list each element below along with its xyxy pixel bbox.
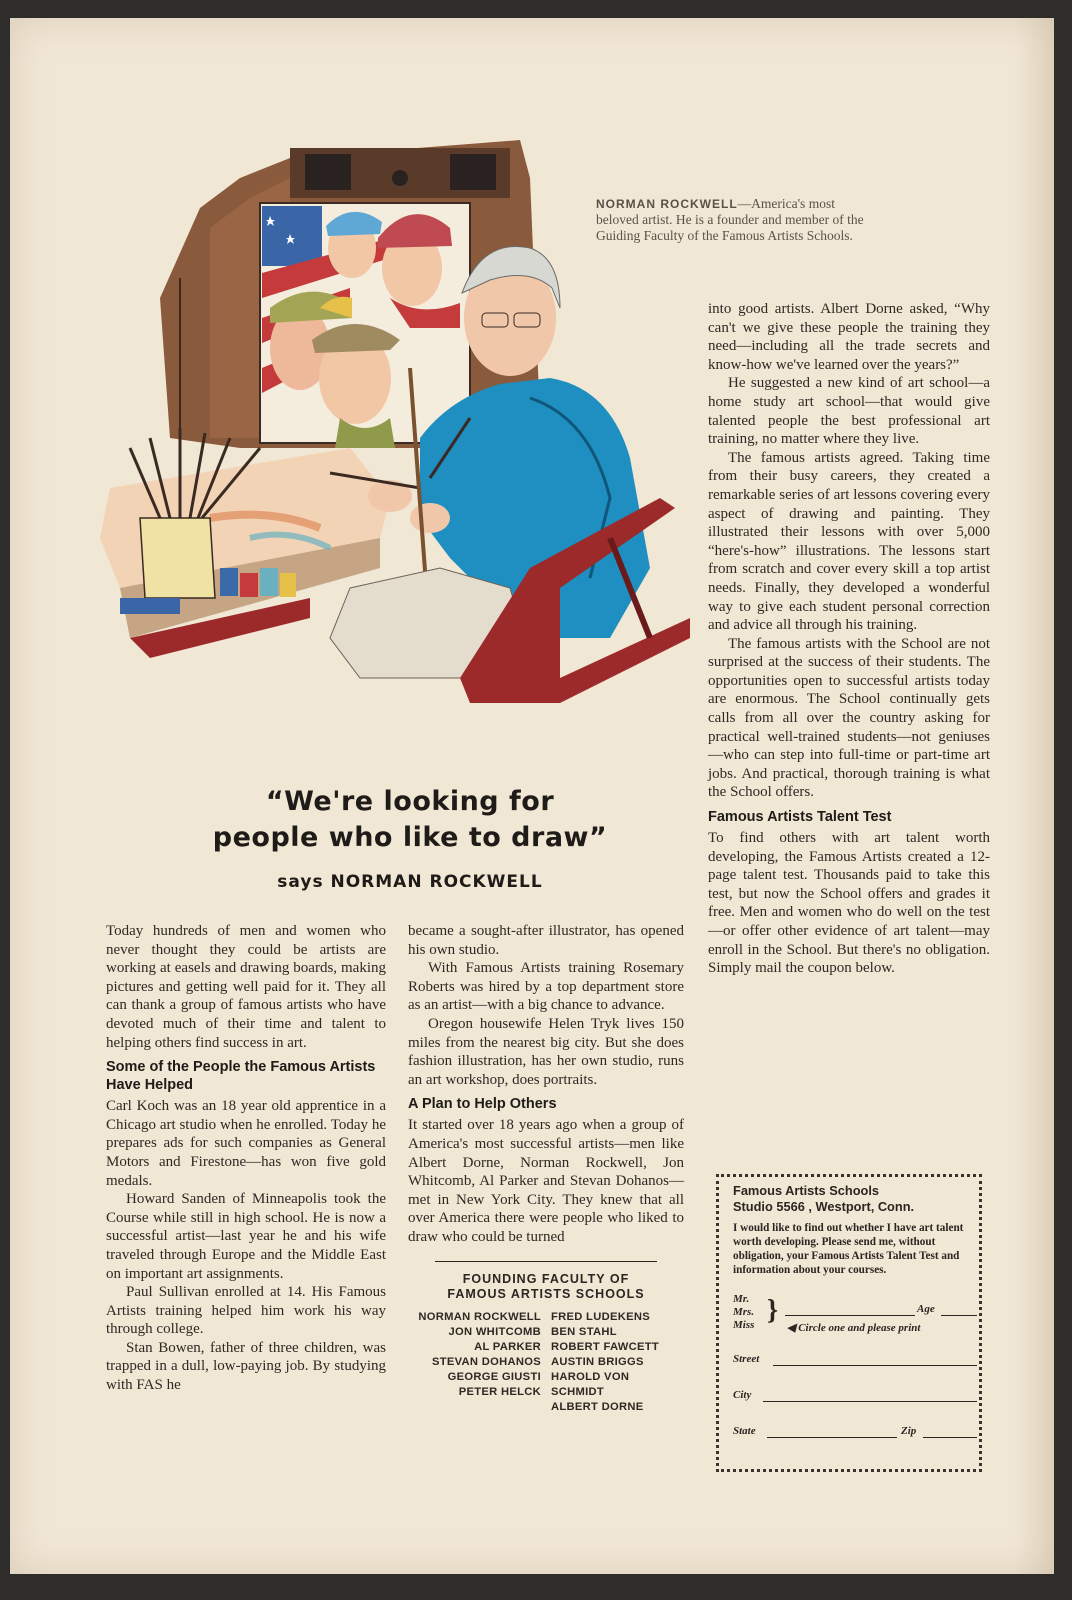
faculty-name: HAROLD VON SCHMIDT — [551, 1370, 630, 1398]
column-middle — [408, 922, 684, 1415]
subhead-people-helped: Some of the People the Famous Artists Have Helped — [106, 1059, 376, 1094]
coupon-body: I would like to find out whether I have art talent worth developing. Please send me, without obligation, your Famous Artists Talent Test and information about your courses. — [733, 1222, 964, 1276]
state-label: State — [733, 1425, 756, 1437]
faculty-name: NORMAN ROCKWELL — [418, 1310, 541, 1323]
column-right — [708, 300, 990, 978]
headline-byline: says NORMAN ROCKWELL — [277, 872, 543, 892]
faculty-name: AL PARKER — [474, 1340, 541, 1353]
paragraph-stan-bowen: Stan Bowen, father of three children, was trapped in a dull, low-paying job. By studying with FAS he — [106, 1339, 386, 1394]
faculty-name: GEORGE GIUSTI — [447, 1370, 541, 1383]
city-field[interactable] — [733, 1389, 979, 1409]
illustration-caption — [596, 196, 876, 244]
subhead-plan: A Plan to Help Others — [408, 1096, 557, 1113]
caption-name: NORMAN ROCKWELL — [596, 197, 738, 211]
name-line[interactable] — [785, 1315, 915, 1316]
faculty-name: BEN STAHL — [551, 1325, 617, 1338]
faculty-right-column — [551, 1310, 684, 1415]
paragraph-dorne: into good artists. Albert Dorne asked, “Why can't we give these people the training they need—including all the trade secrets and know-how we've learned over the years?” — [708, 301, 990, 373]
paragraph-talent-test: To find others with art talent worth developing, the Famous Artists created a 12-page talent test. Thousands paid to take this test, but now the School offers and grades it free. Men and women who do well on the test—or offer other evidence of art talent—may enroll in the School. But there's no obligation. Simply mail the coupon below. — [708, 830, 990, 977]
mail-in-coupon[interactable] — [716, 1174, 982, 1472]
age-label: Age — [917, 1303, 935, 1315]
faculty-name: STEVAN DOHANOS — [431, 1355, 541, 1368]
paragraph-howard-sanden: Howard Sanden of Minneapolis took the Course while still in high school. He is now a successful artist—last year he and his wife traveled through Europe and the Middle East on important art assignments. — [106, 1191, 386, 1282]
state-line[interactable] — [767, 1437, 897, 1438]
street-label: Street — [733, 1353, 760, 1365]
title-miss[interactable]: Miss — [733, 1319, 755, 1331]
magazine-page — [10, 18, 1054, 1574]
faculty-names — [408, 1310, 684, 1415]
faculty-title-line-1: FOUNDING FACULTY OF — [462, 1271, 630, 1286]
paragraph-home-study: He suggested a new kind of art school—a home study art school—that would give talented people the best professional art training, no matter where they live. — [708, 375, 990, 448]
caption-text: —America's most beloved artist. He is a founder and member of the Guiding Faculty of the Famous Artists Schools. — [596, 196, 864, 243]
faculty-name: FRED LUDEKENS — [551, 1310, 650, 1323]
column-left — [106, 922, 386, 1395]
paragraph-carl-koch: Carl Koch was an 18 year old apprentice in a Chicago art studio when he enrolled. Today he prepares ads for such companies as General Motors and Firestone—has won five gold medals. — [106, 1098, 386, 1189]
circle-instruction-text: Circle one and please print — [798, 1322, 921, 1334]
zip-label: Zip — [901, 1425, 917, 1437]
paragraph-helen-tryk: Oregon housewife Helen Tryk lives 150 miles from the nearest big city. But she does fashion illustration, has her own studio, runs an art workshop, does portraits. — [408, 1015, 684, 1088]
subhead-talent-test: Famous Artists Talent Test — [708, 809, 892, 826]
coupon-org-name: Famous Artists Schools — [733, 1183, 880, 1198]
faculty-name: ALBERT DORNE — [551, 1400, 644, 1413]
city-line[interactable] — [763, 1401, 977, 1402]
paragraph-lessons: The famous artists agreed. Taking time from their busy careers, they created a remarkable series of art lessons covering every aspect of drawing and painting. They illustrated their lessons with over 5,000 “here's-how” illustrations. The lessons start from scratch and cover every skill a top artist needs. Finally, they developed a wonderful way to give each student personal correction and advice all through his training. — [708, 449, 990, 634]
city-label: City — [733, 1389, 752, 1401]
street-line[interactable] — [773, 1365, 977, 1366]
headline-line-2: people who like to draw” — [212, 822, 608, 853]
paragraph-illustrator: became a sought-after illustrator, has opened his own studio. — [408, 923, 684, 958]
arrow-left-icon: ◀ — [787, 1322, 799, 1334]
name-field[interactable] — [733, 1293, 979, 1337]
faculty-name: PETER HELCK — [458, 1385, 541, 1398]
circle-instruction — [787, 1321, 920, 1334]
faculty-name: JON WHITCOMB — [448, 1325, 541, 1338]
faculty-title — [408, 1272, 684, 1302]
headline — [120, 784, 700, 892]
headline-line-1: “We're looking for — [265, 786, 555, 817]
divider — [435, 1261, 657, 1262]
faculty-name: ROBERT FAWCETT — [551, 1340, 659, 1353]
intro-paragraph: Today hundreds of men and women who never thought they could be artists are working at easels and drawing boards, making pictures and getting well paid for it. They all can thank a group of famous artists who have devoted much of their time and talent to helping others find success in art. — [106, 923, 386, 1051]
title-mrs[interactable]: Mrs. — [733, 1306, 755, 1318]
brace: } — [767, 1295, 779, 1326]
paragraph-rosemary-roberts: With Famous Artists training Rosemary Roberts was hired by a top department store as an artist—with a big chance to advance. — [408, 960, 684, 1014]
faculty-left-column — [408, 1310, 541, 1415]
state-zip-field[interactable] — [733, 1425, 979, 1445]
title-mr[interactable]: Mr. — [733, 1293, 750, 1305]
street-field[interactable] — [733, 1353, 979, 1373]
faculty-title-line-2: FAMOUS ARTISTS SCHOOLS — [447, 1286, 645, 1301]
age-line[interactable] — [941, 1315, 977, 1316]
paragraph-plan: It started over 18 years ago when a group of America's most successful artists—men like Albert Dorne, Norman Rockwell, Jon Whitcomb, Al Parker and Stevan Dohanos—met in New York City. They knew that all over America there were people who liked to draw who could be turned — [408, 1117, 684, 1245]
paragraph-opportunities: The famous artists with the School are not surprised at the success of their students. The opportunities open to successful artists today are enormous. The School continually gets calls from all over the country asking for practical well-trained students—not geniuses—who can step into full-time or part-time art jobs. And practical, thorough training is what the School offers. — [708, 635, 990, 801]
zip-line[interactable] — [923, 1437, 977, 1438]
coupon-address: Studio 5566 , Westport, Conn. — [733, 1199, 915, 1214]
paragraph-paul-sullivan: Paul Sullivan enrolled at 14. His Famous Artists training helped him work his way through college. — [106, 1284, 386, 1338]
faculty-name: AUSTIN BRIGGS — [551, 1355, 644, 1368]
